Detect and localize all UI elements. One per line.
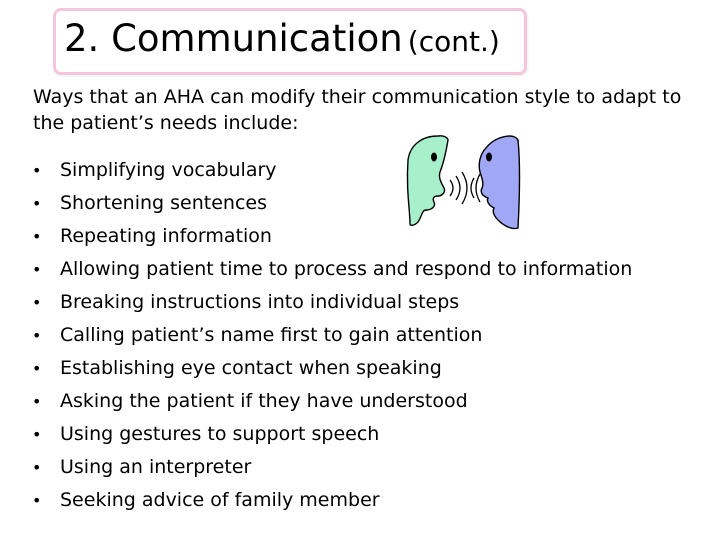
list-item-text: Repeating information [60, 225, 272, 247]
bullet-point: • [32, 425, 42, 444]
intro-text: Ways that an AHA can modify their communication style to adapt to the patient’s needs include: [33, 86, 682, 134]
list-item [32, 187, 632, 220]
bullet-point: • [32, 227, 42, 246]
title-suffix: (cont.) [407, 25, 500, 58]
list-item-text: Breaking instructions into individual steps [60, 291, 460, 313]
list-item-text: Calling patient’s name first to gain attention [60, 324, 483, 346]
slide-title [64, 17, 500, 60]
bullet-point: • [32, 326, 42, 345]
list-item-text: Using gestures to support speech [60, 423, 380, 445]
title-main: 2. Communication [64, 17, 403, 60]
list-item [32, 286, 632, 319]
list-item [32, 319, 632, 352]
bullet-point: • [32, 359, 42, 378]
bullet-point: • [32, 458, 42, 477]
list-item-text: Asking the patient if they have understood [60, 390, 468, 412]
bullet-point: • [32, 491, 42, 510]
list-item-text: Using an interpreter [60, 456, 252, 478]
list-item [32, 154, 632, 187]
list-item-text: Simplifying vocabulary [60, 159, 277, 181]
list-item-text: Establishing eye contact when speaking [60, 357, 442, 379]
list-item-text: Shortening sentences [60, 192, 267, 214]
list-item-text: Seeking advice of family member [60, 489, 380, 511]
list-item [32, 385, 632, 418]
list-item [32, 484, 632, 517]
list-item [32, 352, 632, 385]
bullet-point: • [32, 194, 42, 213]
list-item [32, 418, 632, 451]
bullet-point: • [32, 161, 42, 180]
bullet-list [32, 154, 632, 517]
list-item [32, 451, 632, 484]
bullet-point: • [32, 260, 42, 279]
bullet-point: • [32, 392, 42, 411]
list-item [32, 253, 632, 286]
list-item-text: Allowing patient time to process and respond to information [60, 258, 633, 280]
bullet-point: • [32, 293, 42, 312]
list-item [32, 220, 632, 253]
